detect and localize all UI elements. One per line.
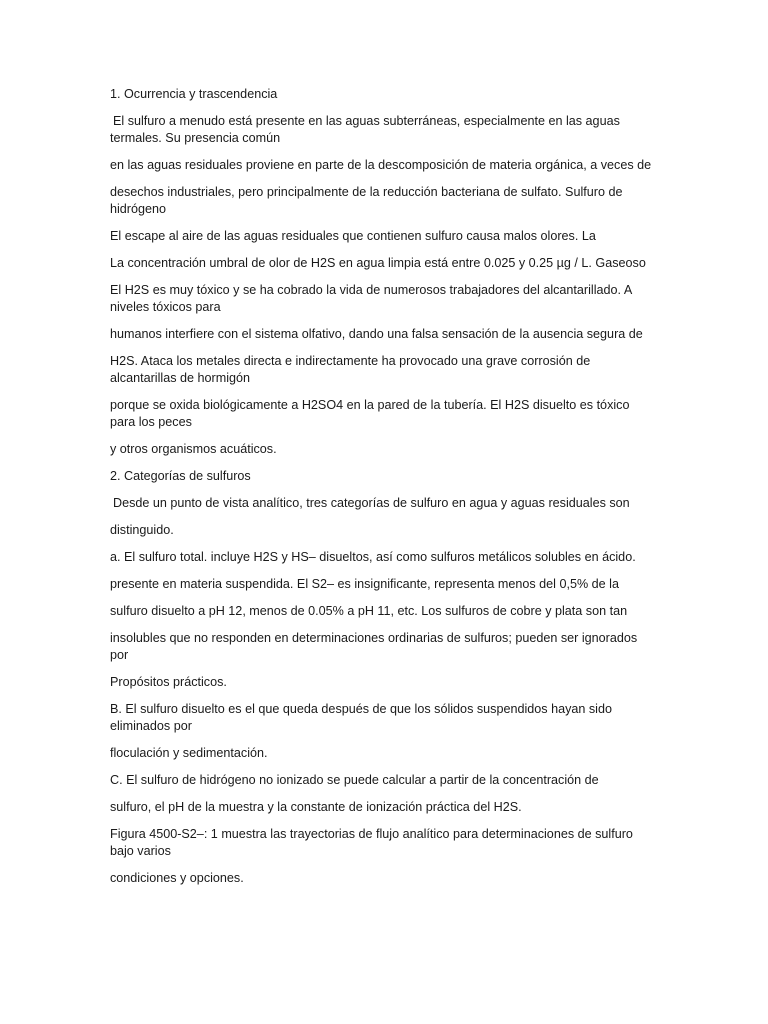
paragraph: El sulfuro a menudo está presente en las aguas subterráneas, especialmente en las aguas termales. Su presencia común	[110, 114, 620, 145]
paragraph: El escape al aire de las aguas residuales que contienen sulfuro causa malos olores. La	[110, 229, 596, 243]
paragraph: floculación y sedimentación.	[110, 746, 268, 760]
paragraph: Propósitos prácticos.	[110, 675, 227, 689]
paragraph: sulfuro disuelto a pH 12, menos de 0.05% a pH 11, etc. Los sulfuros de cobre y plata son tan	[110, 604, 628, 618]
paragraph: y otros organismos acuáticos.	[110, 442, 277, 456]
paragraph: 1. Ocurrencia y trascendencia	[110, 87, 278, 101]
paragraph: presente en materia suspendida. El S2– es insignificante, representa menos del 0,5% de la	[110, 577, 619, 591]
paragraph: insolubles que no responden en determinaciones ordinarias de sulfuros; pueden ser ignorados por	[110, 631, 638, 662]
paragraph: La concentración umbral de olor de H2S en agua limpia está entre 0.025 y 0.25 µg / L. Gaseoso	[110, 256, 646, 270]
paragraph: Desde un punto de vista analítico, tres categorías de sulfuro en agua y aguas residuales son	[113, 496, 630, 510]
paragraph: sulfuro, el pH de la muestra y la constante de ionización práctica del H2S.	[110, 800, 522, 814]
document-body	[110, 86, 655, 897]
paragraph: El H2S es muy tóxico y se ha cobrado la vida de numerosos trabajadores del alcantarillado. A niveles tóxicos para	[110, 283, 632, 314]
paragraph: humanos interfiere con el sistema olfativo, dando una falsa sensación de la ausencia segura de	[110, 327, 643, 341]
paragraph: 2. Categorías de sulfuros	[110, 469, 251, 483]
paragraph: Figura 4500-S2–: 1 muestra las trayectorias de flujo analítico para determinaciones de sulfuro bajo varios	[110, 827, 633, 858]
paragraph: C. El sulfuro de hidrógeno no ionizado se puede calcular a partir de la concentración de	[110, 773, 599, 787]
paragraph: en las aguas residuales proviene en parte de la descomposición de materia orgánica, a veces de	[110, 158, 652, 172]
paragraph: desechos industriales, pero principalmente de la reducción bacteriana de sulfato. Sulfuro de hidrógeno	[110, 185, 623, 216]
paragraph: H2S. Ataca los metales directa e indirectamente ha provocado una grave corrosión de alcantarillas de hormigón	[110, 354, 591, 385]
paragraph: a. El sulfuro total. incluye H2S y HS– disueltos, así como sulfuros metálicos solubles en ácido.	[110, 550, 636, 564]
paragraph: distinguido.	[110, 523, 174, 537]
paragraph: B. El sulfuro disuelto es el que queda después de que los sólidos suspendidos hayan sido eliminados por	[110, 702, 612, 733]
paragraph: condiciones y opciones.	[110, 871, 244, 885]
paragraph: porque se oxida biológicamente a H2SO4 en la pared de la tubería. El H2S disuelto es tóxico para los peces	[110, 398, 630, 429]
